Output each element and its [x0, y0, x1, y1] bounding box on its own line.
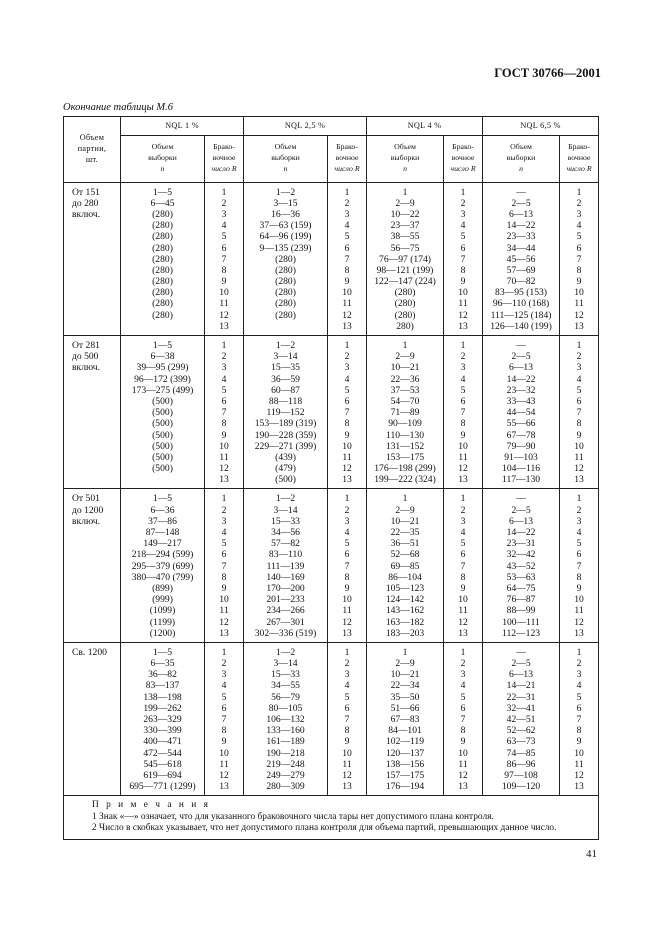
sample-size-cell: 1—2 3—14 15—33 34—55 56—79 80—105 106—132 133—160 161—189 190—218 219—248 249—279 280—309 — [244, 642, 328, 795]
header-row-nql — [64, 117, 599, 136]
party-size-cell: От 151 до 280 включ. — [64, 182, 121, 335]
reject-number-cell: 1 2 3 4 5 6 7 8 9 10 11 12 13 — [205, 489, 244, 642]
party-size-cell: От 281 до 500 включ. — [64, 336, 121, 489]
reject-number-cell: 1 2 3 4 5 6 7 8 9 10 11 12 13 — [328, 642, 367, 795]
sample-size-cell: 1—5 6—35 36—82 83—137 138—198 199—262 263—329 330—399 400—471 472—544 545—618 619—694 695—771 (1299) — [121, 642, 205, 795]
nql-header-3: NQL 4 % — [367, 117, 483, 136]
notes — [64, 796, 599, 840]
header-row-sub — [64, 136, 599, 183]
sample-size-header: Объем выборки n — [121, 136, 205, 183]
nql-header-2: NQL 2,5 % — [244, 117, 367, 136]
sample-size-cell: — 2—5 6—13 14—22 23—32 33—43 44—54 55—66 67—78 79—90 91—103 104—116 117—130 — [483, 336, 560, 489]
party-size-cell: Св. 1200 — [64, 642, 121, 795]
nql-header-1: NQL 1 % — [121, 117, 244, 136]
sample-size-header: Объем выборки n — [367, 136, 444, 183]
reject-number-cell: 1 2 3 4 5 6 7 8 9 10 11 12 13 — [444, 642, 483, 795]
reject-number-cell: 1 2 3 4 5 6 7 8 9 10 11 12 13 — [444, 336, 483, 489]
table-row — [64, 489, 599, 642]
notes-row — [64, 796, 599, 840]
sample-size-cell: — 2—5 6—13 14—22 23—33 34—44 45—56 57—69 70—82 83—95 (153) 96—110 (168) 111—125 (184) 126—140 (199) — [483, 182, 560, 335]
sample-size-cell: — 2—5 6—13 14—21 22—31 32—41 42—51 52—62 63—73 74—85 86—96 97—108 109—120 — [483, 642, 560, 795]
sample-size-cell: 1—5 6—45 (280) (280) (280) (280) (280) (280) (280) (280) (280) (280) — [121, 182, 205, 335]
table-row — [64, 182, 599, 335]
page-number: 41 — [586, 848, 597, 860]
reject-number-cell: 1 2 3 4 5 6 7 8 9 10 11 12 13 — [560, 489, 599, 642]
sample-size-cell: 1 2—9 10—21 22—34 35—50 51—66 67—83 84—101 102—119 120—137 138—156 157—175 176—194 — [367, 642, 444, 795]
sample-size-cell: 1—2 3—14 15—33 34—56 57—82 83—110 111—139 140—169 170—200 201—233 234—266 267—301 302—336 (519) — [244, 489, 328, 642]
reject-number-cell: 1 2 3 4 5 6 7 8 9 10 11 12 13 — [205, 336, 244, 489]
sample-size-header: Объем выборки n — [483, 136, 560, 183]
reject-number-cell: 1 2 3 4 5 6 7 8 9 10 11 12 13 — [205, 182, 244, 335]
note-2: 2 Число в скобках указывает, что нет допустимого плана контроля для объема партий, превышающих данное число. — [92, 822, 557, 833]
sample-size-header: Объем выборки n — [244, 136, 328, 183]
notes-title: П р и м е ч а н и я — [92, 800, 211, 811]
reject-number-cell: 1 2 3 4 5 6 7 8 9 10 11 12 13 — [560, 182, 599, 335]
reject-number-header: Брако- вочное число R — [328, 136, 367, 183]
reject-number-cell: 1 2 3 4 5 6 7 8 9 10 11 12 13 — [560, 642, 599, 795]
reject-number-cell: 1 2 3 4 5 6 7 8 9 10 11 12 13 — [328, 489, 367, 642]
sample-size-cell: 1 2—9 10—21 22—36 37—53 54—70 71—89 90—109 110—130 131—152 153—175 176—198 (299) 199—222 (324) — [367, 336, 444, 489]
sampling-table — [63, 116, 599, 840]
sample-size-cell: 1—2 3—14 15—35 36—59 60—87 88—118 119—152 153—189 (319) 190—228 (359) 229—271 (399) (439) (479) (500) — [244, 336, 328, 489]
reject-number-cell: 1 2 3 4 5 6 7 8 9 10 11 12 13 — [444, 182, 483, 335]
party-size-header: Объем партии, шт. — [64, 117, 121, 183]
reject-number-header: Брако- вочное число R — [560, 136, 599, 183]
sample-size-cell: 1—5 6—36 37—86 87—148 149—217 218—294 (599) 295—379 (699) 380—470 (799) (899) (999) (1099) (1199) (1200) — [121, 489, 205, 642]
table-row — [64, 336, 599, 489]
document-code: ГОСТ 30766—2001 — [494, 66, 601, 80]
reject-number-cell: 1 2 3 4 5 6 7 8 9 10 11 12 13 — [205, 642, 244, 795]
party-size-cell: От 501 до 1200 включ. — [64, 489, 121, 642]
sample-size-cell: 1—5 6—38 39—95 (299) 96—172 (399) 173—275 (499) (500) (500) (500) (500) (500) (500) (500) — [121, 336, 205, 489]
sample-size-cell: 1 2—9 10—22 23—37 38—55 56—75 76—97 (174) 98—121 (199) 122—147 (224) (280) (280) (280) 280) — [367, 182, 444, 335]
reject-number-cell: 1 2 3 4 5 6 7 8 9 10 11 12 13 — [444, 489, 483, 642]
reject-number-cell: 1 2 3 4 5 6 7 8 9 10 11 12 13 — [328, 182, 367, 335]
reject-number-cell: 1 2 3 4 5 6 7 8 9 10 11 12 13 — [560, 336, 599, 489]
reject-number-cell: 1 2 3 4 5 6 7 8 9 10 11 12 13 — [328, 336, 367, 489]
reject-number-header: Брако- вочное число R — [444, 136, 483, 183]
sample-size-cell: — 2—5 6—13 14—22 23—31 32—42 43—52 53—63 64—75 76—87 88—99 100—111 112—123 — [483, 489, 560, 642]
sample-size-cell: 1 2—9 10—21 22—35 36—51 52—68 69—85 86—104 105—123 124—142 143—162 163—182 183—203 — [367, 489, 444, 642]
nql-header-4: NQL 6,5 % — [483, 117, 599, 136]
sample-size-cell: 1—2 3—15 16—36 37—63 (159) 64—96 (199) 9—135 (239) (280) (280) (280) (280) (280) (280) — [244, 182, 328, 335]
reject-number-header: Брако- вочное число R — [205, 136, 244, 183]
table-row — [64, 642, 599, 795]
table-caption: Окончание таблицы М.6 — [63, 102, 173, 113]
note-1: 1 Знак «—» означает, что для указанного браковочного числа тары нет допустимого плана контроля. — [92, 811, 494, 822]
